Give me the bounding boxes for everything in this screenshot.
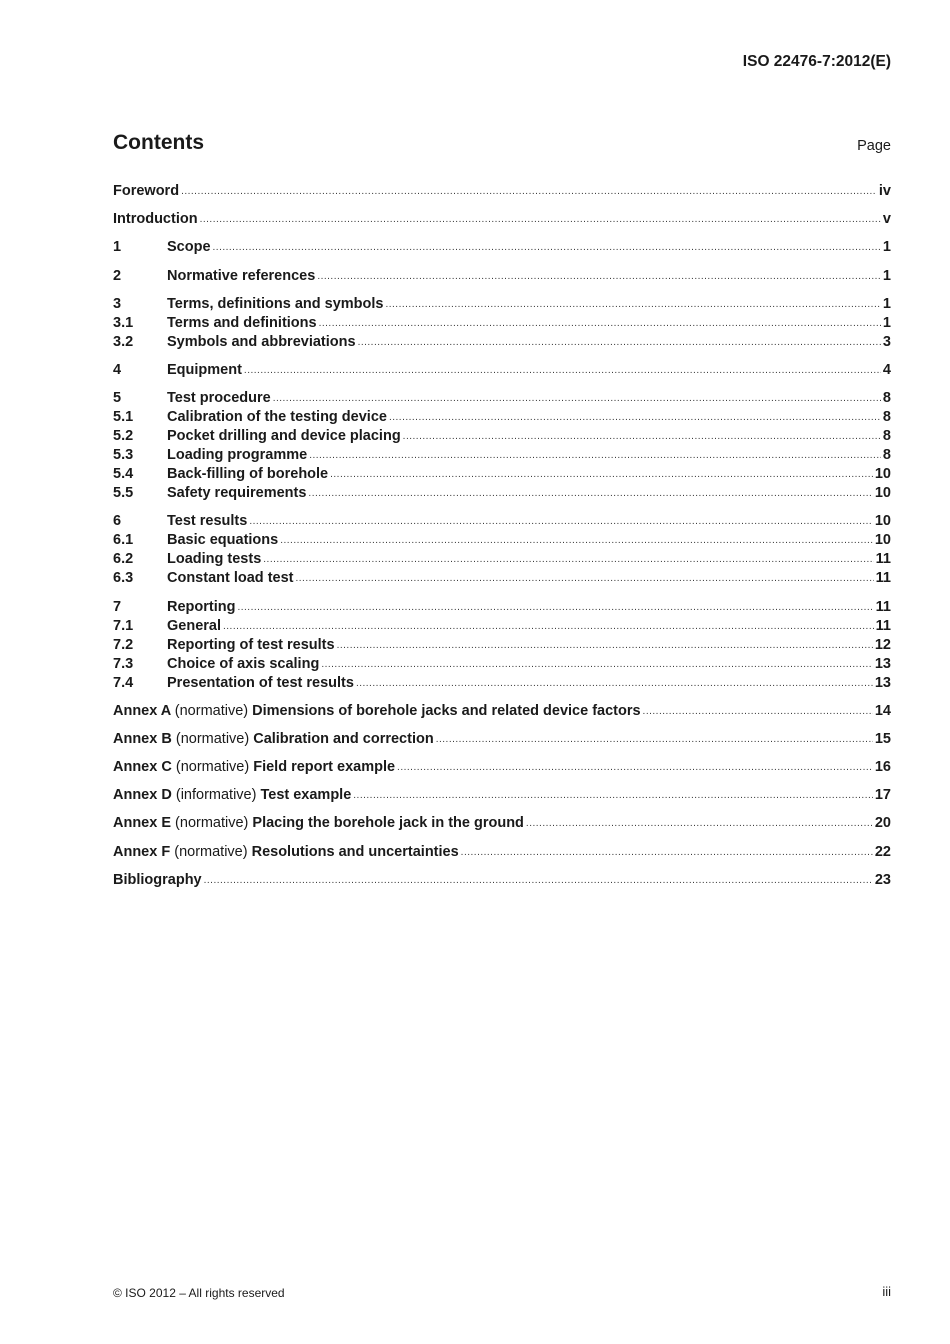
toc-entry-title: [167, 618, 221, 634]
toc-entry[interactable]: [113, 703, 891, 722]
toc-entry-page: 4: [882, 361, 891, 378]
toc-entry[interactable]: [113, 872, 891, 891]
toc-entry-page: 20: [874, 815, 891, 832]
toc-entry-text: Basic equations: [167, 532, 279, 549]
toc-entry-page: 13: [874, 655, 891, 672]
toc-entry-text: Back-filling of borehole: [167, 466, 329, 483]
dot-leader: [280, 535, 873, 546]
toc-entry-title: [113, 872, 202, 888]
toc-entry-number: 7: [113, 598, 122, 615]
dot-leader: [237, 602, 873, 613]
toc-entry-text: Calibration and correction: [253, 730, 434, 747]
dot-leader: [389, 412, 881, 423]
toc-entry-number: 7.3: [113, 655, 134, 672]
toc-entry[interactable]: [113, 390, 891, 409]
dot-leader: [526, 818, 873, 829]
toc-entry-text: Symbols and abbreviations: [167, 333, 356, 350]
toc-entry-page: 10: [874, 485, 891, 502]
toc-entry-title: [167, 656, 319, 672]
toc-entry-title: [167, 570, 293, 586]
toc-entry-title: [167, 513, 247, 529]
annex-type: (informative): [175, 787, 257, 804]
toc-entry-number: 7.4: [113, 674, 134, 691]
toc-entry-text: Normative references: [167, 267, 316, 284]
toc-entry-text: Choice of axis scaling: [167, 655, 320, 672]
toc-entry-text: Safety requirements: [167, 485, 307, 502]
toc-entry-page: 17: [874, 787, 891, 804]
dot-leader: [358, 337, 881, 348]
toc-entry-title: [113, 815, 524, 831]
dot-leader: [200, 214, 881, 225]
toc-entry-title: [113, 211, 198, 227]
toc-entry-page: 11: [875, 551, 891, 568]
toc-entry[interactable]: [113, 637, 891, 656]
toc-entry-page: v: [882, 211, 891, 228]
dot-leader: [204, 875, 873, 886]
toc-entry-number: 3.1: [113, 314, 134, 331]
toc-entry-title: [167, 485, 306, 501]
dot-leader: [244, 365, 881, 376]
toc-entry-page: 1: [882, 314, 891, 331]
toc-entry-title: [167, 551, 261, 567]
toc-entry-text: Reporting of test results: [167, 636, 335, 653]
dot-leader: [317, 271, 881, 282]
footer-copyright: © ISO 2012 – All rights reserved: [113, 1286, 285, 1300]
toc-entry-title: [167, 315, 317, 331]
toc-entry[interactable]: [113, 844, 891, 863]
toc-entry[interactable]: [113, 183, 891, 202]
annex-label: Annex A: [113, 702, 171, 719]
contents-heading: Contents: [113, 131, 204, 154]
toc-entry-number: 3.2: [113, 333, 134, 350]
toc-entry-number: 7.1: [113, 617, 134, 634]
toc-entry-text: Reporting: [167, 598, 236, 615]
toc-entry-text: Constant load test: [167, 570, 294, 587]
toc-entry-page: 23: [874, 871, 891, 888]
toc-entry-number: 6.3: [113, 570, 134, 587]
annex-type: (normative): [175, 815, 249, 832]
dot-leader: [295, 573, 873, 584]
dot-leader: [356, 678, 873, 689]
dot-leader: [397, 762, 873, 773]
toc-entry-text: Field report example: [253, 759, 396, 776]
document-identifier: ISO 22476-7:2012(E): [742, 53, 891, 70]
toc-entry-text: Resolutions and uncertainties: [251, 843, 459, 860]
toc-entry[interactable]: [113, 334, 891, 353]
annex-label: Annex F: [113, 843, 171, 860]
toc-entry-page: 8: [882, 428, 891, 445]
toc-entry-title: [167, 334, 356, 350]
dot-leader: [249, 516, 873, 527]
toc-entry[interactable]: [113, 211, 891, 230]
toc-entry[interactable]: [113, 315, 891, 334]
toc-entry-title: [167, 390, 271, 406]
toc-entry-title: [167, 466, 328, 482]
toc-entry-text: Introduction: [113, 211, 198, 228]
annex-type: (normative): [175, 730, 250, 747]
toc-entry-text: Equipment: [167, 361, 242, 378]
toc-entry-title: [113, 759, 395, 775]
annex-type: (normative): [175, 759, 250, 776]
toc-entry-page: 22: [874, 843, 891, 860]
dot-leader: [436, 734, 873, 745]
toc-entry-text: Pocket drilling and device placing: [167, 428, 401, 445]
dot-leader: [213, 242, 881, 253]
toc-entry-page: 10: [874, 466, 891, 483]
annex-label: Annex E: [113, 815, 172, 832]
toc-entry-text: Terms and definitions: [167, 314, 317, 331]
toc-entry[interactable]: [113, 618, 891, 637]
annex-label: Annex B: [113, 730, 172, 747]
toc-entry-number: 6: [113, 513, 122, 530]
dot-leader: [330, 469, 873, 480]
toc-entry-title: [113, 844, 459, 860]
toc-entry-number: 5: [113, 390, 122, 407]
dot-leader: [308, 488, 872, 499]
annex-label: Annex C: [113, 759, 172, 776]
dot-leader: [353, 790, 873, 801]
dot-leader: [223, 621, 874, 632]
toc-entry-text: Dimensions of borehole jacks and related device factors: [252, 702, 641, 719]
toc-entry[interactable]: [113, 551, 891, 570]
toc-entry[interactable]: [113, 428, 891, 447]
toc-entry-title: [167, 362, 242, 378]
toc-entry-title: [167, 268, 315, 284]
toc-entry-page: 10: [874, 513, 891, 530]
toc-entry-number: 6.2: [113, 551, 134, 568]
toc-entry-number: 7.2: [113, 636, 134, 653]
page-column-label: Page: [857, 138, 891, 154]
toc-entry-title: [167, 637, 335, 653]
toc-entry-page: 14: [874, 702, 891, 719]
toc-entry-title: [113, 703, 641, 719]
toc-entry[interactable]: [113, 675, 891, 694]
toc-entry-page: 11: [875, 570, 891, 587]
toc-entry-text: Test example: [260, 787, 352, 804]
toc-entry-page: iv: [878, 183, 891, 199]
toc-entry-page: 15: [874, 730, 891, 747]
toc-entry-number: 5.4: [113, 466, 134, 483]
toc-entry-page: 16: [874, 759, 891, 776]
toc-entry-page: 1: [882, 239, 891, 256]
toc-entry-page: 12: [874, 636, 891, 653]
toc-entry-page: 3: [882, 333, 891, 350]
toc-entry[interactable]: [113, 532, 891, 551]
dot-leader: [263, 554, 873, 565]
toc-entry-number: 4: [113, 361, 122, 378]
toc-entry-text: Placing the borehole jack in the ground: [252, 815, 524, 832]
toc-entry-title: [167, 532, 278, 548]
toc-entry-number: 1: [113, 239, 122, 256]
toc-entry-title: [167, 409, 387, 425]
toc-entry-number: 5.2: [113, 428, 134, 445]
dot-leader: [403, 431, 881, 442]
toc-entry-title: [167, 428, 401, 444]
dot-leader: [461, 847, 873, 858]
toc-entry-title: [167, 296, 383, 312]
dot-leader: [309, 450, 881, 461]
toc-entry-text: Bibliography: [113, 871, 202, 888]
toc-entry-text: Scope: [167, 239, 211, 256]
toc-entry-text: Loading tests: [167, 551, 262, 568]
dot-leader: [321, 659, 873, 670]
toc-entry[interactable]: [113, 656, 891, 675]
toc-entry-number: 6.1: [113, 532, 134, 549]
table-of-contents: [113, 183, 891, 891]
toc-entry-page: 1: [882, 295, 891, 312]
toc-entry-text: Terms, definitions and symbols: [167, 295, 384, 312]
toc-entry-number: 3: [113, 295, 122, 312]
annex-label: Annex D: [113, 787, 172, 804]
toc-entry-number: 5.3: [113, 447, 134, 464]
toc-entry-page: 1: [882, 267, 891, 284]
toc-entry-title: [113, 183, 179, 199]
toc-entry-text: Foreword: [113, 183, 180, 199]
annex-type: (normative): [174, 843, 248, 860]
toc-entry-number: 5.1: [113, 409, 134, 426]
toc-entry-text: General: [167, 617, 221, 634]
toc-entry[interactable]: [113, 599, 891, 618]
toc-entry[interactable]: [113, 239, 891, 258]
toc-entry[interactable]: [113, 485, 891, 504]
toc-entry[interactable]: [113, 513, 891, 532]
toc-entry-text: Calibration of the testing device: [167, 409, 387, 426]
annex-type: (normative): [174, 702, 249, 719]
toc-entry-title: [167, 447, 307, 463]
dot-leader: [337, 640, 873, 651]
dot-leader: [181, 186, 877, 197]
toc-entry-text: Test results: [167, 513, 248, 530]
toc-entry[interactable]: [113, 787, 891, 806]
toc-entry-page: 10: [874, 532, 891, 549]
toc-entry-page: 8: [882, 390, 891, 407]
toc-entry-number: 2: [113, 267, 122, 284]
toc-entry-title: [167, 675, 354, 691]
toc-entry-title: [167, 239, 211, 255]
toc-entry-text: Test procedure: [167, 390, 271, 407]
toc-entry[interactable]: [113, 731, 891, 750]
toc-entry[interactable]: [113, 570, 891, 589]
toc-entry[interactable]: [113, 296, 891, 315]
dot-leader: [273, 393, 881, 404]
toc-entry-title: [167, 599, 235, 615]
toc-entry-page: 8: [882, 409, 891, 426]
toc-entry-page: 11: [875, 617, 891, 634]
toc-entry-title: [113, 731, 434, 747]
footer-page-number: iii: [882, 1284, 891, 1299]
toc-entry-number: 5.5: [113, 485, 134, 502]
dot-leader: [319, 318, 881, 329]
toc-entry-page: 11: [875, 598, 891, 615]
toc-entry-page: 8: [882, 447, 891, 464]
toc-entry[interactable]: [113, 362, 891, 381]
toc-entry[interactable]: [113, 268, 891, 287]
toc-entry-page: 13: [874, 674, 891, 691]
toc-entry[interactable]: [113, 466, 891, 485]
toc-entry[interactable]: [113, 409, 891, 428]
toc-entry-text: Presentation of test results: [167, 674, 354, 691]
toc-entry[interactable]: [113, 815, 891, 834]
dot-leader: [385, 299, 880, 310]
toc-entry-title: [113, 787, 351, 803]
toc-entry[interactable]: [113, 447, 891, 466]
toc-entry[interactable]: [113, 759, 891, 778]
dot-leader: [643, 706, 873, 717]
toc-entry-text: Loading programme: [167, 447, 308, 464]
